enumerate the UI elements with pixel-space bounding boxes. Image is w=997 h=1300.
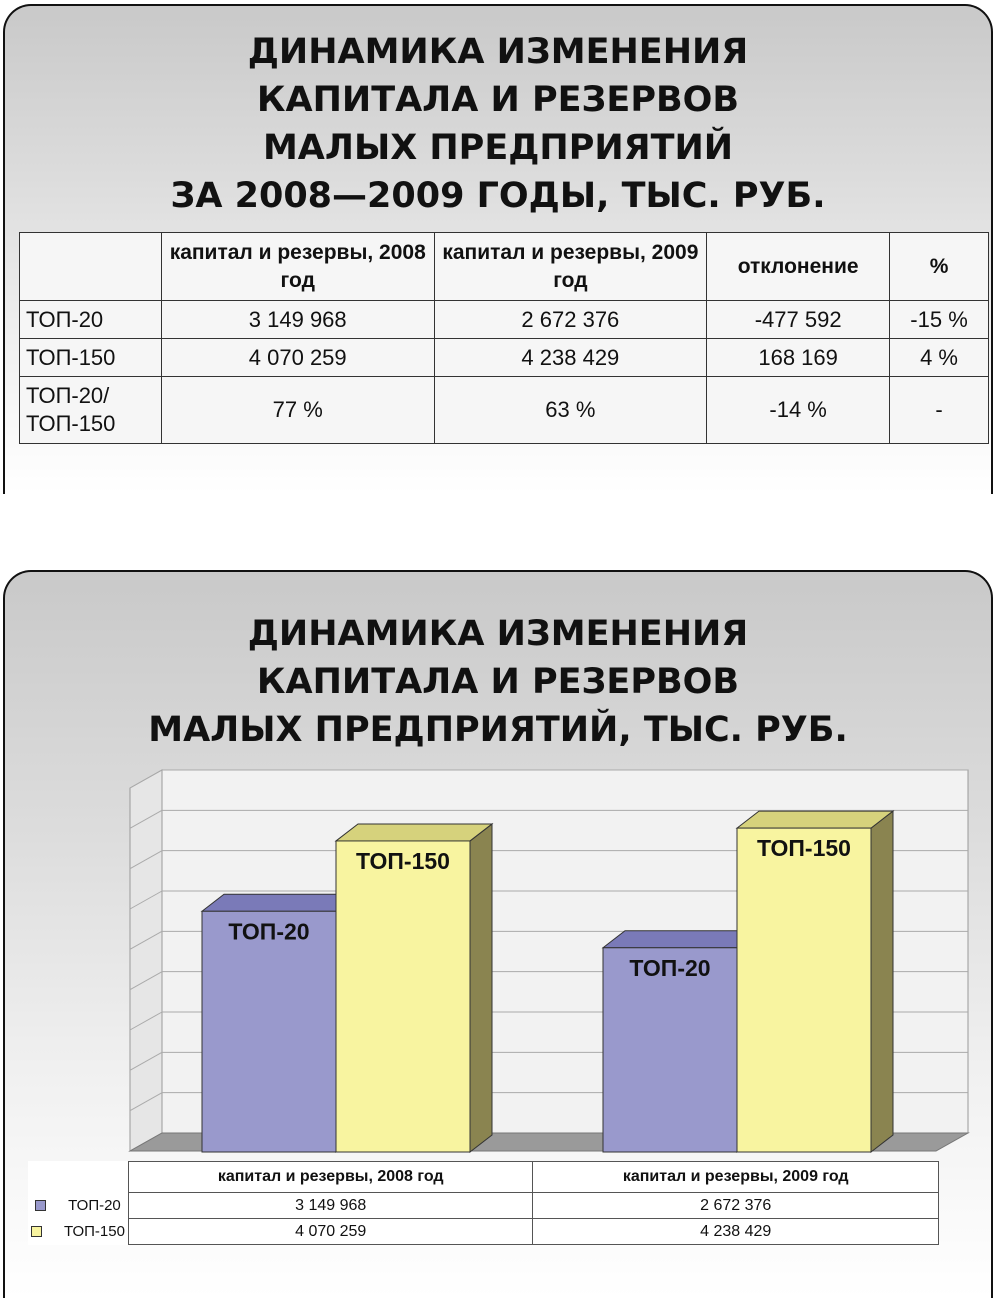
bar-side (871, 811, 893, 1152)
title-line: ЗА 2008—2009 ГОДЫ, ТЫС. РУБ. (170, 176, 826, 216)
table-cell: 77 % (161, 377, 434, 444)
legend-swatch (35, 1200, 46, 1211)
chart-table-header-row (28, 1162, 939, 1193)
legend-swatch (31, 1226, 42, 1237)
table-cell: 63 % (434, 377, 707, 444)
table-cell: 4 238 429 (434, 339, 707, 377)
table-cell: -14 % (707, 377, 890, 444)
title-line: МАЛЫХ ПРЕДПРИЯТИЙ, ТЫС. РУБ. (148, 710, 848, 750)
bar (202, 911, 336, 1152)
legend-entry (28, 1219, 128, 1245)
table-cell: 2 672 376 (533, 1193, 939, 1219)
header-cell: % (890, 233, 989, 301)
table-cell: 4 070 259 (128, 1219, 533, 1245)
bar-label: ТОП-150 (757, 835, 851, 862)
chart-side-wall (130, 770, 162, 1151)
bar-top (336, 824, 492, 841)
chart-data-table (28, 1161, 939, 1245)
title-line: КАПИТАЛА И РЕЗЕРВОВ (256, 662, 740, 702)
title-line: ДИНАМИКА ИЗМЕНЕНИЯ (247, 614, 749, 654)
bar-top (202, 894, 358, 911)
title-line: КАПИТАЛА И РЕЗЕРВОВ (256, 80, 740, 120)
bar-top (603, 931, 759, 948)
table-cell: 4 070 259 (161, 339, 434, 377)
bar (336, 841, 470, 1152)
table-cell: 168 169 (707, 339, 890, 377)
title-line: ДИНАМИКА ИЗМЕНЕНИЯ (247, 32, 749, 72)
bar-label: ТОП-20 (228, 918, 310, 945)
table-cell: 3 149 968 (161, 301, 434, 339)
row-label: ТОП-20 (20, 301, 162, 339)
table-cell: -477 592 (707, 301, 890, 339)
table-cell: 4 % (890, 339, 989, 377)
row-label: ТОП-150 (20, 339, 162, 377)
legend-label: ТОП-150 (63, 1222, 125, 1240)
bar-label: ТОП-20 (629, 954, 711, 981)
header-cell: капитал и резервы, 2009 год (434, 233, 707, 301)
table-cell: 4 238 429 (533, 1219, 939, 1245)
header-cell: капитал и резервы, 2008 год (161, 233, 434, 301)
bar-label: ТОП-150 (356, 847, 450, 874)
bar (737, 828, 871, 1152)
header-cell: отклонение (707, 233, 890, 301)
table-cell: 3 149 968 (128, 1193, 533, 1219)
table-cell: - (890, 377, 989, 444)
chart-table-row (28, 1219, 939, 1245)
legend-entry (28, 1193, 128, 1219)
chart-table-row (28, 1193, 939, 1219)
bar-side (470, 824, 492, 1152)
blank-header (28, 1162, 128, 1193)
category-header: капитал и резервы, 2008 год (128, 1162, 533, 1193)
title-line: МАЛЫХ ПРЕДПРИЯТИЙ (262, 128, 734, 168)
legend-label: ТОП-20 (68, 1196, 121, 1214)
row-label: ТОП-20/ ТОП-150 (20, 377, 162, 444)
bar-top (737, 811, 893, 828)
table-cell: 2 672 376 (434, 301, 707, 339)
category-header: капитал и резервы, 2009 год (533, 1162, 939, 1193)
table-cell: -15 % (890, 301, 989, 339)
